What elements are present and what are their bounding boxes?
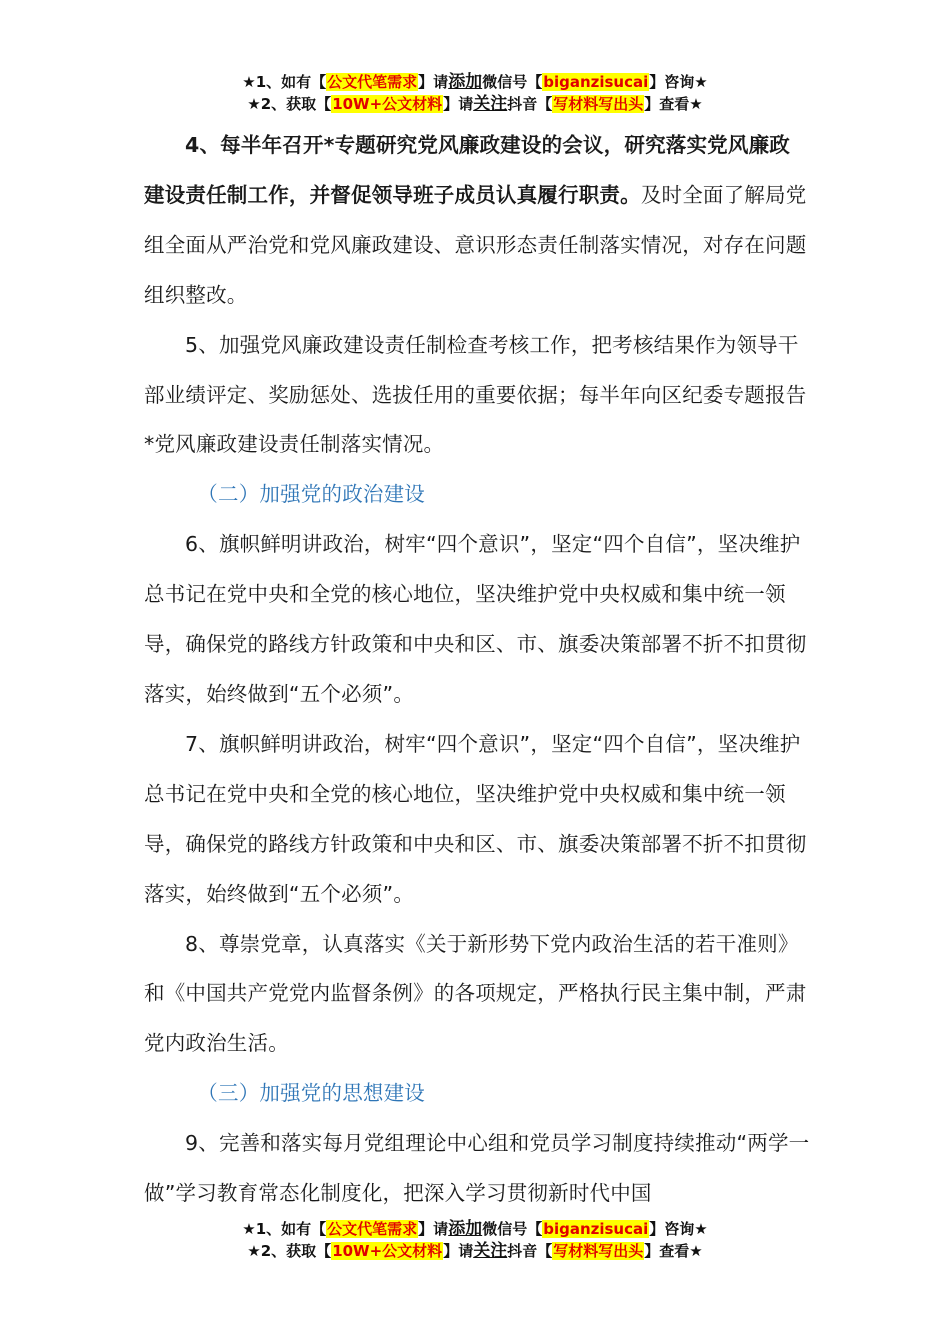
banner-text: ★2、获取【 (247, 1242, 332, 1260)
banner-text: ★2、获取【 (247, 95, 332, 113)
document-body (144, 121, 810, 1219)
paragraph-4-rest: 及时全面了解局党组全面从严治党和党风廉政建设、意识形态责任制落实情况，对存在问题组织整改。 (144, 182, 807, 307)
banner-line-1 (0, 71, 950, 93)
highlight-wechat-id: biganzisucai (543, 73, 649, 91)
banner-text: 抖音【 (507, 95, 553, 113)
banner-text: 】咨询★ (649, 1220, 708, 1238)
banner-text: ★1、如有【 (242, 73, 327, 91)
banner-text: 】请 (443, 1242, 474, 1260)
banner-line-2 (0, 1240, 950, 1262)
banner-underline-text: 添加 (448, 72, 483, 92)
bottom-banner (0, 1218, 950, 1262)
banner-text: 】咨询★ (649, 73, 708, 91)
section-heading-2: （二）加强党的政治建设 (197, 482, 425, 507)
banner-line-1 (0, 1218, 950, 1240)
banner-text: 抖音【 (507, 1242, 553, 1260)
banner-text: 】请 (418, 1220, 449, 1238)
highlight-materials: 10W+公文材料 (332, 1242, 443, 1260)
banner-underline-text: 添加 (448, 1219, 483, 1239)
highlight-wechat-id: biganzisucai (543, 1220, 649, 1238)
highlight-materials: 10W+公文材料 (332, 95, 443, 113)
paragraph-5: 5、加强党风廉政建设责任制检查考核工作，把考核结果作为领导干部业绩评定、奖励惩处、选拔任用的重要依据；每半年向区纪委专题报告*党风廉政建设责任制落实情况。 (144, 332, 807, 457)
top-banner (0, 71, 950, 115)
highlight-douyin: 写材料写出头 (553, 1242, 644, 1260)
banner-underline-text: 关注 (473, 94, 508, 114)
paragraph-8: 8、尊崇党章，认真落实《关于新形势下党内政治生活的若干准则》和《中国共产党党内监督条例》的各项规定，严格执行民主集中制，严肃党内政治生活。 (144, 931, 807, 1056)
highlight-service: 公文代笔需求 (327, 73, 418, 91)
paragraph-7: 7、旗帜鲜明讲政治，树牢“四个意识”，坚定“四个自信”，坚决维护总书记在党中央和全党的核心地位，坚决维护党中央权威和集中统一领导，确保党的路线方针政策和中央和区、市、旗委决策部署不折不扣贯彻落实，始终做到“五个必须”。 (144, 731, 807, 906)
section-heading-3: （三）加强党的思想建设 (197, 1081, 425, 1106)
banner-text: 微信号【 (482, 73, 543, 91)
paragraph-9: 9、完善和落实每月党组理论中心组和党员学习制度持续推动“两学一做”学习教育常态化制度化，把深入学习贯彻新时代中国 (144, 1131, 810, 1206)
banner-text: 】查看★ (644, 95, 703, 113)
banner-text: 微信号【 (482, 1220, 543, 1238)
paragraph-4-bold: 4、每半年召开*专题研究党风廉政建设的会议，研究落实党风廉政建设责任制工作，并督促领导班子成员认真履行职责。 (144, 133, 790, 207)
highlight-service: 公文代笔需求 (327, 1220, 418, 1238)
paragraph-6: 6、旗帜鲜明讲政治，树牢“四个意识”，坚定“四个自信”，坚决维护总书记在党中央和全党的核心地位，坚决维护党中央权威和集中统一领导，确保党的路线方针政策和中央和区、市、旗委决策部署不折不扣贯彻落实，始终做到“五个必须”。 (144, 532, 807, 706)
banner-text: ★1、如有【 (242, 1220, 327, 1238)
paragraph-4 (144, 121, 810, 321)
highlight-douyin: 写材料写出头 (553, 95, 644, 113)
banner-text: 】请 (418, 73, 449, 91)
banner-underline-text: 关注 (473, 1241, 508, 1261)
banner-text: 】查看★ (644, 1242, 703, 1260)
banner-text: 】请 (443, 95, 474, 113)
banner-line-2 (0, 93, 950, 115)
